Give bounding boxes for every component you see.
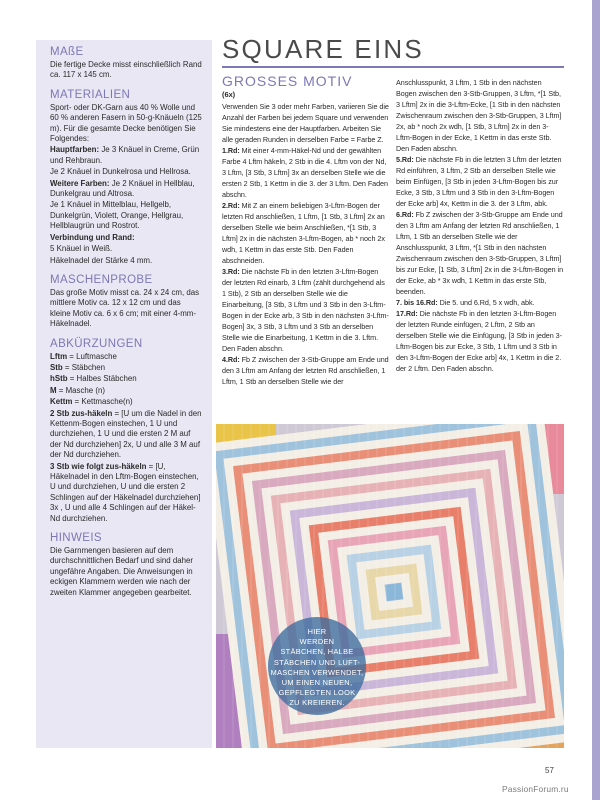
verbindung-text: 5 Knäuel in Weiß. bbox=[50, 244, 113, 254]
callout-line: MASCHEN VERWENDET, bbox=[270, 667, 364, 677]
heading-materialien: MATERIALIEN bbox=[50, 88, 131, 101]
square-center bbox=[385, 583, 403, 601]
maschenprobe-text: Das große Motiv misst ca. 24 x 24 cm, das mittlere Motiv ca. 12 x 12 cm und das kleine Motiv ca. 6 x 6 cm; mit einer 4-mm-Häkelnadel. bbox=[50, 287, 200, 329]
verbindung-label bbox=[50, 233, 202, 243]
intro-text: Verwenden Sie 3 oder mehr Farben, variieren Sie die Anzahl der Farben bei jedem Square und verwenden Sie mindestens eine der Hauptfarben. Arbeiten Sie alle geraden Runden in derselben Farbe = Farbe Z. bbox=[222, 102, 389, 144]
round-4 bbox=[222, 354, 390, 387]
round-1-text: Mit einer 4-mm-Häkel-Nd und der gewählten Farbe 4 Lftm häkeln, 2 Stb in die 4. Lftm von der Nd, 3 Lftm, [3 Stb, 3 Lftm] 3x an derselben Stelle wie die ersten 2 Stb, 1 Kettm in die 3. der 3 Lftm. Den Faden abschn. bbox=[222, 146, 388, 199]
instructions-column-2 bbox=[396, 77, 564, 374]
abbreviation-definition: = Stäbchen bbox=[62, 362, 106, 372]
round-17-label: 17.Rd: bbox=[396, 309, 418, 318]
round-7-16 bbox=[396, 297, 564, 308]
abbreviation-item bbox=[50, 352, 202, 362]
nadel-text: Häkelnadel der Stärke 4 mm. bbox=[50, 255, 153, 265]
heading-hinweis: HINWEIS bbox=[50, 532, 102, 545]
round-4-text: Fb Z zwischen der 3-Stb-Gruppe am Ende und den 3 Lftm am Anfang der letzten Rd anschließen, 1 Lftm, 1 Stb an derselben Stelle wie der bbox=[222, 355, 389, 386]
round-2-label: 2.Rd: bbox=[222, 201, 240, 210]
callout-line: GEPFLEGTEN LOOK bbox=[278, 688, 356, 698]
round-7-16-label: 7. bis 16.Rd: bbox=[396, 298, 438, 307]
hauptfarben-line bbox=[50, 145, 202, 166]
abbreviation-definition: = Luftmasche bbox=[67, 351, 117, 361]
callout-line: STÄBCHEN, HALBE bbox=[280, 647, 354, 657]
weitere-farben-label: Weitere Farben: bbox=[50, 178, 110, 188]
title-rule bbox=[222, 66, 564, 68]
round-5-label: 5.Rd: bbox=[396, 155, 414, 164]
abbreviation-definition: = Kettmasche(n) bbox=[72, 397, 133, 407]
instructions-column-1 bbox=[222, 101, 390, 387]
round-6 bbox=[396, 209, 564, 297]
abbreviation-item bbox=[50, 397, 202, 407]
abbreviation-term: hStb bbox=[50, 374, 68, 384]
callout-line: WERDEN bbox=[299, 637, 335, 647]
round-4-label: 4.Rd: bbox=[222, 355, 240, 364]
abbreviation-definition: = Halbes Stäbchen bbox=[67, 374, 137, 384]
masse-text: Die fertige Decke misst einschließlich Rand ca. 117 x 145 cm. bbox=[50, 60, 202, 80]
abbreviation-term: Stb bbox=[50, 362, 63, 372]
abbreviation-item bbox=[50, 409, 202, 461]
round-5-text: Die nächste Fb in die letzten 3 Lftm der letzten Rd einführen, 3 Lftm, 2 Stb an derselben Stelle wie beim Einfügen, [3 Stb in jeden 3-Lftm-Bogen bis zur Ecke, 3 Stb, 3 Lftm und 3 Stb in den 3-Lftm-Bogen der Ecke arb] 4x, Kettm in die 3. der 3 Lftm, abk. bbox=[396, 155, 562, 208]
weitere-farben-line bbox=[50, 179, 202, 200]
callout-line: STÄBCHEN UND LUFT- bbox=[273, 657, 361, 667]
abbreviation-term: 2 Stb zus-häkeln bbox=[50, 408, 113, 418]
round-2 bbox=[222, 200, 390, 266]
abbreviation-item bbox=[50, 386, 202, 396]
callout-line: ZU KREIEREN. bbox=[289, 698, 345, 708]
hauptfarben-label: Hauptfarben: bbox=[50, 145, 100, 155]
page-title: SQUARE EINS bbox=[222, 34, 424, 64]
round-4-continued: Anschlusspunkt, 3 Lftm, 1 Stb in den nächsten Bogen zwischen den 3-Stb-Gruppen, 3 Lftm, *[1 Stb, 3 Lftm] 2x in die 3-Lftm-Ecke, [1 Stb in den nächsten Zwischenraum zwischen den 3-Stb-Gruppen, 3 Lftm] 2x, ab * noch 2x wdh, [1 Stb, 3 Lftm] 2x in den 3-Lftm-Bogen in der Ecke, 1 Kettm in das erste Stb. Den Faden abschn. bbox=[396, 78, 562, 153]
abbreviation-term: Kettm bbox=[50, 397, 73, 407]
heading-abkuerzungen: ABKÜRZUNGEN bbox=[50, 337, 143, 350]
weitere-farben-text2: Je 1 Knäuel in Mittelblau, Hellgelb, Dunkelgrün, Violett, Orange, Hellgrau, Hellblaugrün und Rostrot. bbox=[50, 200, 184, 231]
abbreviation-term: 3 Stb wie folgt zus-häkeln bbox=[50, 461, 147, 471]
round-3 bbox=[222, 266, 390, 354]
abbreviation-item bbox=[50, 462, 202, 524]
section-subheading: (6x) bbox=[222, 90, 236, 99]
heading-masse: MAßE bbox=[50, 46, 84, 58]
section-heading: GROSSES MOTIV bbox=[222, 73, 353, 89]
hauptfarben-text2: Je 2 Knäuel in Dunkelrosa und Hellrosa. bbox=[50, 167, 191, 177]
materialien-intro: Sport- oder DK-Garn aus 40 % Wolle und 60 % anderen Fasern in 50-g-Knäueln (125 m). Für die gesamte Decke benötigen Sie Folgendes: bbox=[50, 102, 202, 144]
heading-maschenprobe: MASCHENPROBE bbox=[50, 273, 153, 286]
abbreviation-item bbox=[50, 374, 202, 384]
round-2-text: Mit Z an einem beliebigen 3-Lftm-Bogen der letzten Rd anschließen, 1 Lftm, [1 Stb, 3 Lftm] 2x an derselben Stelle wie beim Anschließen, *[1 Stb, 3 Lftm] 2x in die nächsten 3-Lftm-Bogen, ab * noch 2x wdh, 1 Kettm in das erste Stb. Den Faden abschneiden. bbox=[222, 201, 385, 265]
round-7-16-text: Die 5. und 6.Rd, 5 x wdh, abk. bbox=[437, 298, 535, 307]
round-5 bbox=[396, 154, 564, 209]
abbreviation-list bbox=[50, 352, 202, 525]
abbreviation-item bbox=[50, 363, 202, 373]
round-17-text: Die nächste Fb in den letzten 3-Lftm-Bogen der letzten Runde einfügen, 2 Lftm, 2 Stb an derselben Stelle wie die Einfügung, [3 Stb in jeden 3-Lftm-Bogen bis zur Ecke, 3 Stb, 1 Lftm und 3 Stb in den 3-Lftm-Bogen der Ecke arb] 4x, 1 Kettm in die 2. der 2 Lftm. Den Faden abschn. bbox=[396, 309, 562, 373]
hauptfarben-text: Je 3 Knäuel in Creme, Grün und Rehbraun. bbox=[50, 145, 200, 165]
round-6-text: Fb Z zwischen der 3-Stb-Gruppe am Ende und den 3 Lftm am Anfang der letzten Rd anschließen, 1 Lftm, 1 Stb an derselben Stelle wie der Anschlusspunkt, 3 Lftm, *[1 Stb in den nächsten Zwischenraum zwischen den 3-Stb-Gruppen, 3 Lftm] bis zur Ecke, [1 Stb, 3 Lftm] 2x in die 3-Lftm-Bogen in der Ecke, ab * 3x wdh, 1 Kettm in das erste Stb, beenden. bbox=[396, 210, 564, 296]
materials-sidebar bbox=[36, 40, 212, 748]
abbreviation-term: M bbox=[50, 385, 57, 395]
watermark: PassionForum.ru bbox=[502, 784, 569, 794]
round-17 bbox=[396, 308, 564, 374]
verbindung-label-text: Verbindung und Rand: bbox=[50, 232, 135, 242]
page-number: 57 bbox=[545, 766, 554, 775]
callout-bubble bbox=[268, 617, 366, 715]
abbreviation-definition: = Masche (n) bbox=[56, 385, 106, 395]
page-edge-accent bbox=[592, 0, 600, 800]
round-1-label: 1.Rd: bbox=[222, 146, 240, 155]
callout-line: UM EINEN NEUEN, bbox=[281, 678, 353, 688]
round-3-label: 3.Rd: bbox=[222, 267, 240, 276]
round-6-label: 6.Rd: bbox=[396, 210, 414, 219]
weitere-farben-text: Je 2 Knäuel in Hellblau, Dunkelgrau und Altrosa. bbox=[50, 178, 195, 199]
hinweis-text: Die Garnmengen basieren auf dem durchschnittlichen Bedarf und sind daher ungefähre Angaben. Die Anweisungen in eckigen Klammern werden wie nach der zweiten Klammer angegeben gearbeitet. bbox=[50, 546, 193, 597]
abbreviation-definition: = [U, Häkelnadel in den Lftm-Bogen einstechen, U und durchziehen, U und die ersten 2 Schlingen auf der Häkelnadel durchziehen] 3x , U und alle 4 Schlingen auf der Häkel-Nd durchziehen. bbox=[50, 461, 201, 523]
round-3-text: Die nächste Fb in den letzten 3-Lftm-Bogen der letzten Rd einarb, 3 Lftm (zählt durchgehend als 1 Stb), 2 Stb an derselben Stelle wie die Einarbeitung, [3 Stb, 3 Lftm und 3 Stb in den 3-Lftm-Bogen in der Ecke arb, 3 Stb in den nächsten 3-Lftm-Bogen] 3x, 3 Stb, 3 Lftm und 3 Stb an derselben Stelle wie die Einarbeitung, 1 Kettm in die 3. Lftm. Den Faden abschn. bbox=[222, 267, 389, 353]
round-1 bbox=[222, 145, 390, 200]
callout-line: HIER bbox=[307, 627, 327, 636]
abbreviation-definition: = [U um die Nadel in den Kettenm-Bogen einstechen, 1 U und durchziehen, 1 U und die ersten 2 M auf der Nd durchziehen] 2x, U und alle 3 M auf der Nd durchziehen. bbox=[50, 408, 202, 460]
abbreviation-term: Lftm bbox=[50, 351, 68, 361]
